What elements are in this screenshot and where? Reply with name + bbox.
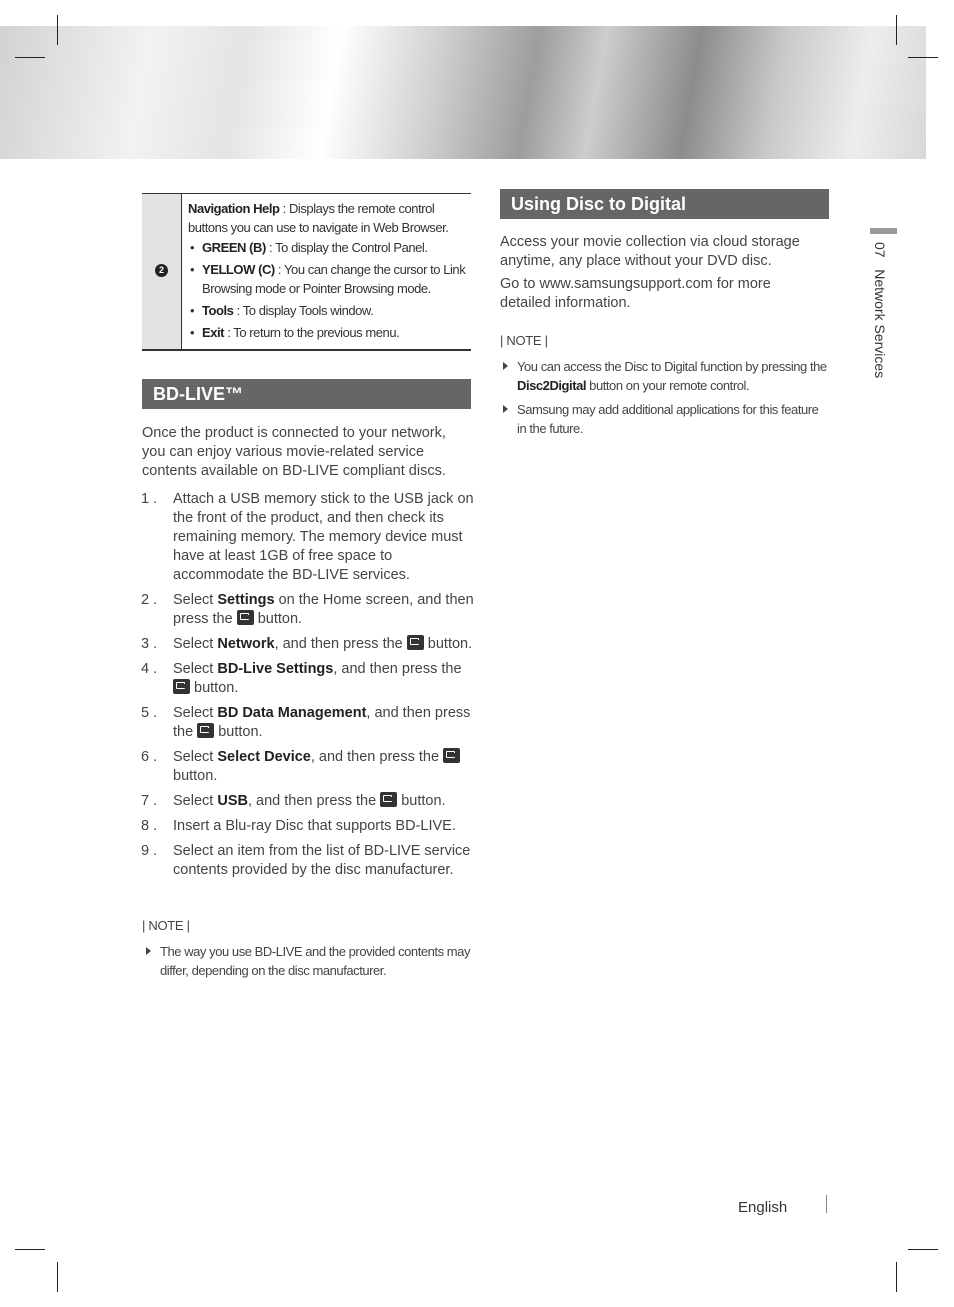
- step-text: , and then press the: [274, 636, 407, 652]
- navigation-help-title: Navigation Help: [188, 201, 280, 216]
- bdlive-steps-list: [141, 490, 481, 886]
- enter-button-icon: [197, 723, 214, 738]
- bdlive-heading: BD-LIVE™: [142, 379, 471, 409]
- step-text: , and then press the: [333, 661, 462, 677]
- help-item-desc: : To display the Control Panel.: [265, 240, 428, 255]
- crop-mark: [896, 1262, 897, 1292]
- step-number: 2 .: [141, 592, 158, 608]
- step-text: Insert a Blu-ray Disc that supports BD-LIVE.: [173, 818, 456, 834]
- step-item: [141, 792, 481, 811]
- step-text: , and then press the: [247, 793, 381, 809]
- step-text: button.: [397, 793, 446, 809]
- bdlive-note-label: | NOTE |: [142, 918, 190, 933]
- header-banner: [0, 26, 926, 159]
- triangle-bullet-icon: [503, 362, 508, 370]
- crop-mark: [57, 1262, 58, 1292]
- chapter-tab-marker: [870, 228, 897, 234]
- step-text: Attach a USB memory stick to the USB jack on the front of the product, and then check its remaining memory. The memory device must have at least 1GB of free space to accommodate the BD-LIVE services.: [173, 491, 474, 583]
- chapter-side-label: [872, 242, 888, 378]
- step-text: button.: [423, 636, 473, 652]
- step-text: Select: [173, 749, 218, 765]
- step-number: 7 .: [141, 793, 158, 809]
- step-number: 9 .: [141, 843, 158, 859]
- help-item-desc: : You can change the cursor to Link Browsing mode or Pointer Browsing mode.: [202, 262, 466, 296]
- navigation-help-text: [188, 199, 468, 237]
- disc-to-digital-note-label: | NOTE |: [500, 333, 548, 348]
- crop-mark: [57, 15, 58, 45]
- step-number: 1 .: [141, 491, 158, 507]
- step-item: [141, 704, 481, 742]
- help-item-desc: : To display Tools window.: [233, 303, 374, 318]
- step-menu-name: Settings: [217, 592, 275, 608]
- crop-mark: [896, 15, 897, 45]
- bdlive-intro: Once the product is connected to your network, you can enjoy various movie-related service contents available on BD-LIVE compliant discs.: [142, 425, 446, 479]
- step-text: Select: [173, 661, 218, 677]
- step-text: button.: [190, 680, 239, 696]
- step-text: Select: [173, 636, 218, 652]
- enter-button-icon: [407, 635, 424, 650]
- step-text: Select: [173, 793, 218, 809]
- step-text: Select an item from the list of BD-LIVE service contents provided by the disc manufacturer.: [173, 843, 471, 878]
- step-menu-name: BD-Live Settings: [217, 661, 334, 677]
- enter-button-icon: [237, 610, 254, 625]
- footer-divider: [826, 1195, 827, 1213]
- step-item: [141, 842, 481, 880]
- crop-mark: [908, 1249, 938, 1250]
- note-item: [500, 357, 830, 395]
- step-item: [141, 660, 481, 698]
- step-number: 3 .: [141, 636, 158, 652]
- step-number: 8 .: [141, 818, 158, 834]
- step-number: 5 .: [141, 705, 158, 721]
- enter-button-icon: [380, 792, 397, 807]
- note-button-name: Disc2Digital: [517, 378, 587, 393]
- triangle-bullet-icon: [146, 947, 151, 955]
- help-item: [188, 301, 468, 320]
- step-menu-name: BD Data Management: [217, 705, 367, 721]
- help-item-key: GREEN (B): [202, 240, 266, 255]
- help-item-key: Exit: [202, 325, 225, 340]
- step-menu-name: Network: [217, 636, 275, 652]
- step-text: Select: [173, 592, 218, 608]
- step-text: , and then press the: [310, 749, 444, 765]
- navigation-help-table: [142, 193, 471, 351]
- crop-mark: [15, 57, 45, 58]
- step-text: button.: [253, 611, 303, 627]
- help-item-key: Tools: [202, 303, 234, 318]
- crop-mark: [15, 1249, 45, 1250]
- chapter-title: Network Services: [872, 269, 888, 379]
- step-text: Select: [173, 705, 218, 721]
- step-text: on the Home screen, and then press the: [173, 592, 474, 627]
- disc-to-digital-note-list: [500, 357, 830, 443]
- help-item: [188, 238, 468, 257]
- step-number: 6 .: [141, 749, 158, 765]
- help-item: [188, 323, 468, 342]
- help-items-list: [188, 238, 468, 342]
- bdlive-note-list: [143, 942, 478, 985]
- step-text: button.: [173, 768, 218, 784]
- crop-mark: [908, 57, 938, 58]
- enter-button-icon: [443, 748, 460, 763]
- note-text: Samsung may add additional applications for this feature in the future.: [517, 402, 819, 436]
- note-text: button on your remote control.: [586, 378, 750, 393]
- step-item: [141, 490, 481, 585]
- step-text: button.: [214, 724, 263, 740]
- step-item: [141, 635, 481, 654]
- note-item: [143, 942, 478, 980]
- note-text: The way you use BD-LIVE and the provided contents may differ, depending on the disc manufacturer.: [160, 944, 470, 978]
- note-text: You can access the Disc to Digital function by pressing the: [517, 359, 827, 374]
- table-number-cell: [142, 194, 182, 349]
- disc-to-digital-para1: Access your movie collection via cloud storage anytime, any place without your DVD disc.: [500, 234, 800, 269]
- step-number: 4 .: [141, 661, 158, 677]
- step-text: , and then press the: [173, 705, 471, 740]
- table-content-cell: [188, 199, 468, 345]
- navigation-help-desc: : Displays the remote control buttons you can use to navigate in Web Browser.: [188, 201, 449, 235]
- help-item: [188, 260, 468, 298]
- disc-to-digital-heading: Using Disc to Digital: [500, 189, 829, 219]
- note-item: [500, 400, 830, 438]
- step-menu-name: USB: [217, 793, 248, 809]
- step-item: [141, 591, 481, 629]
- number-badge: 2: [155, 264, 168, 277]
- step-item: [141, 817, 481, 836]
- disc-to-digital-para2: Go to www.samsungsupport.com for more detailed information.: [500, 276, 771, 311]
- help-item-desc: : To return to the previous menu.: [224, 325, 400, 340]
- footer-language: English: [738, 1199, 788, 1216]
- triangle-bullet-icon: [503, 405, 508, 413]
- chapter-number: 07: [872, 242, 888, 258]
- step-menu-name: Select Device: [217, 749, 311, 765]
- step-item: [141, 748, 481, 786]
- enter-button-icon: [173, 679, 190, 694]
- help-item-key: YELLOW (C): [202, 262, 275, 277]
